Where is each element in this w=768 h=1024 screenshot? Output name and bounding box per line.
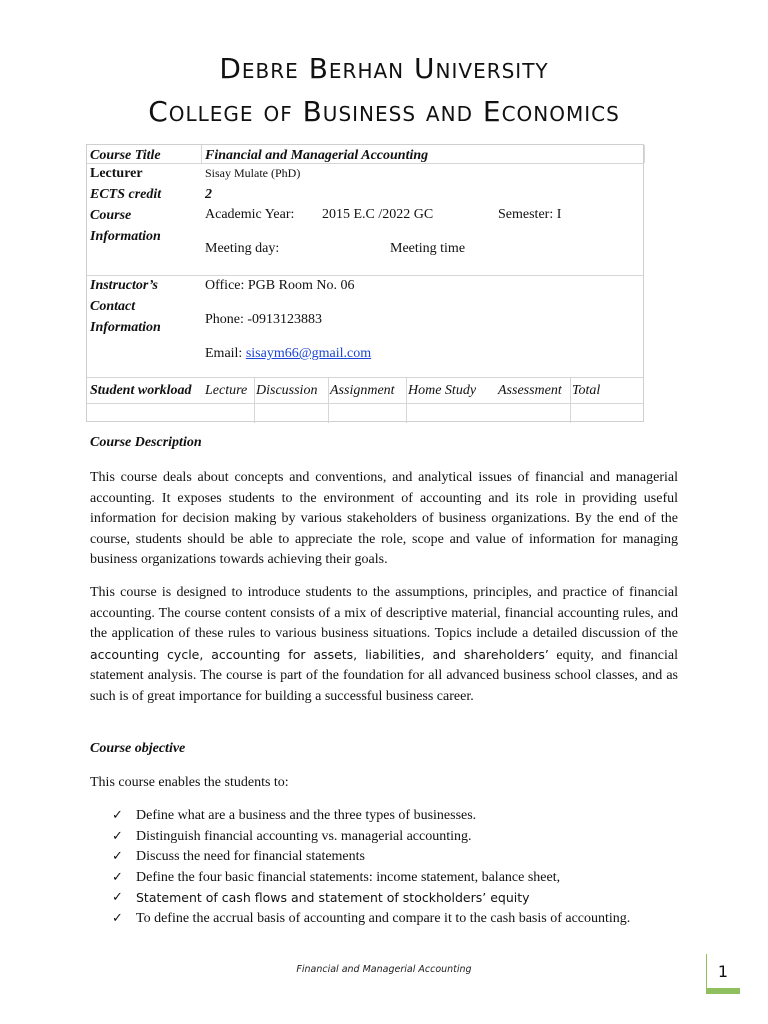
contact-label-2: Contact bbox=[90, 299, 136, 314]
page-number: 1 bbox=[717, 962, 729, 981]
list-item-text: Define what are a business and the three types of businesses. bbox=[136, 808, 477, 823]
workload-col-home-study: Home Study bbox=[408, 383, 477, 398]
workload-col-discussion: Discussion bbox=[256, 383, 318, 398]
description-paragraph-2-part-c: equity, and financial statement analysis. The course is part of the foundation for all advanced business school classes, and as such is of great importance for building a successful business career. bbox=[90, 647, 678, 704]
lecturer-value: Sisay Mulate (PhD) bbox=[205, 166, 301, 180]
academic-year-value: 2015 E.C /2022 GC bbox=[322, 207, 434, 222]
list-item bbox=[112, 909, 630, 930]
description-paragraph-2-part-b: accounting cycle, accounting for assets, liabilities, and shareholders’ bbox=[90, 646, 549, 662]
email-label: Email: bbox=[205, 346, 246, 361]
course-info-label-1: Course bbox=[90, 208, 132, 223]
description-paragraph-2-part-a: This course is designed to introduce students to the assumptions, principles, and practice of financial accounting. The course content consists of a mix of descriptive material, financial accounting rules, and the application of these rules to various business situations. Topics include a detailed discussion of the bbox=[90, 585, 678, 641]
course-objective-heading: Course objective bbox=[90, 741, 186, 756]
email-row bbox=[205, 344, 371, 364]
checkmark-icon: ✓ bbox=[112, 910, 123, 926]
description-paragraph-2 bbox=[90, 583, 678, 707]
objective-intro: This course enables the students to: bbox=[90, 775, 289, 790]
list-item bbox=[112, 847, 630, 868]
academic-year-label: Academic Year: bbox=[205, 207, 295, 222]
meeting-day: Meeting day: bbox=[205, 241, 280, 256]
ects-label: ECTS credit bbox=[90, 187, 162, 202]
list-item-text: Statement of cash flows and statement of stockholders’ equity bbox=[136, 890, 530, 905]
list-item-text: Discuss the need for financial statements bbox=[136, 849, 365, 864]
page-number-box bbox=[706, 954, 740, 994]
semester: Semester: I bbox=[498, 207, 562, 222]
contact-label-1: Instructor’s bbox=[90, 278, 158, 293]
course-info-table bbox=[86, 144, 644, 422]
workload-label: Student workload bbox=[90, 383, 192, 398]
workload-col-assessment: Assessment bbox=[498, 383, 562, 398]
description-paragraph-1: This course deals about concepts and conventions, and analytical issues of financial and managerial accounting. It exposes students to the environment of accounting and its role in providing useful information for decision making by various stakeholders of business organizations. By the end of the course, students should be able to appreciate the role, scope and value of information for managing business organizations towards achieving their goals. bbox=[90, 470, 678, 567]
workload-col-total: Total bbox=[572, 383, 601, 398]
course-title-value: Financial and Managerial Accounting bbox=[205, 148, 429, 163]
checkmark-icon: ✓ bbox=[112, 828, 123, 844]
workload-col-assignment: Assignment bbox=[330, 383, 395, 398]
checkmark-icon: ✓ bbox=[112, 890, 123, 905]
contact-label-3: Information bbox=[90, 320, 161, 335]
ects-value: 2 bbox=[205, 187, 212, 202]
course-description-heading: Course Description bbox=[90, 435, 202, 450]
course-title-label: Course Title bbox=[90, 148, 161, 163]
office: Office: PGB Room No. 06 bbox=[205, 278, 355, 293]
footer-course-name: Financial and Managerial Accounting bbox=[296, 964, 472, 975]
list-item bbox=[112, 806, 630, 827]
checkmark-icon: ✓ bbox=[112, 849, 123, 864]
email-link[interactable]: sisaym66@gmail.com bbox=[245, 346, 372, 361]
checkmark-icon: ✓ bbox=[112, 869, 123, 885]
lecturer-label: Lecturer bbox=[90, 166, 143, 181]
list-item-text: To define the accrual basis of accounting and compare it to the cash basis of accounting. bbox=[136, 910, 631, 926]
list-item-text: Define the four basic financial statements: income statement, balance sheet, bbox=[136, 869, 561, 885]
course-info-label-2: Information bbox=[90, 229, 161, 244]
phone: Phone: -0913123883 bbox=[205, 312, 323, 327]
college-title: College of Business and Economics bbox=[148, 95, 620, 128]
meeting-time: Meeting time bbox=[390, 241, 466, 256]
workload-col-lecture: Lecture bbox=[205, 383, 248, 398]
list-item bbox=[112, 888, 630, 909]
list-item bbox=[112, 868, 630, 889]
list-item bbox=[112, 827, 630, 848]
objective-list bbox=[112, 806, 630, 929]
university-title: Debre Berhan University bbox=[219, 52, 549, 85]
checkmark-icon: ✓ bbox=[112, 808, 123, 823]
list-item-text: Distinguish financial accounting vs. managerial accounting. bbox=[136, 828, 472, 844]
